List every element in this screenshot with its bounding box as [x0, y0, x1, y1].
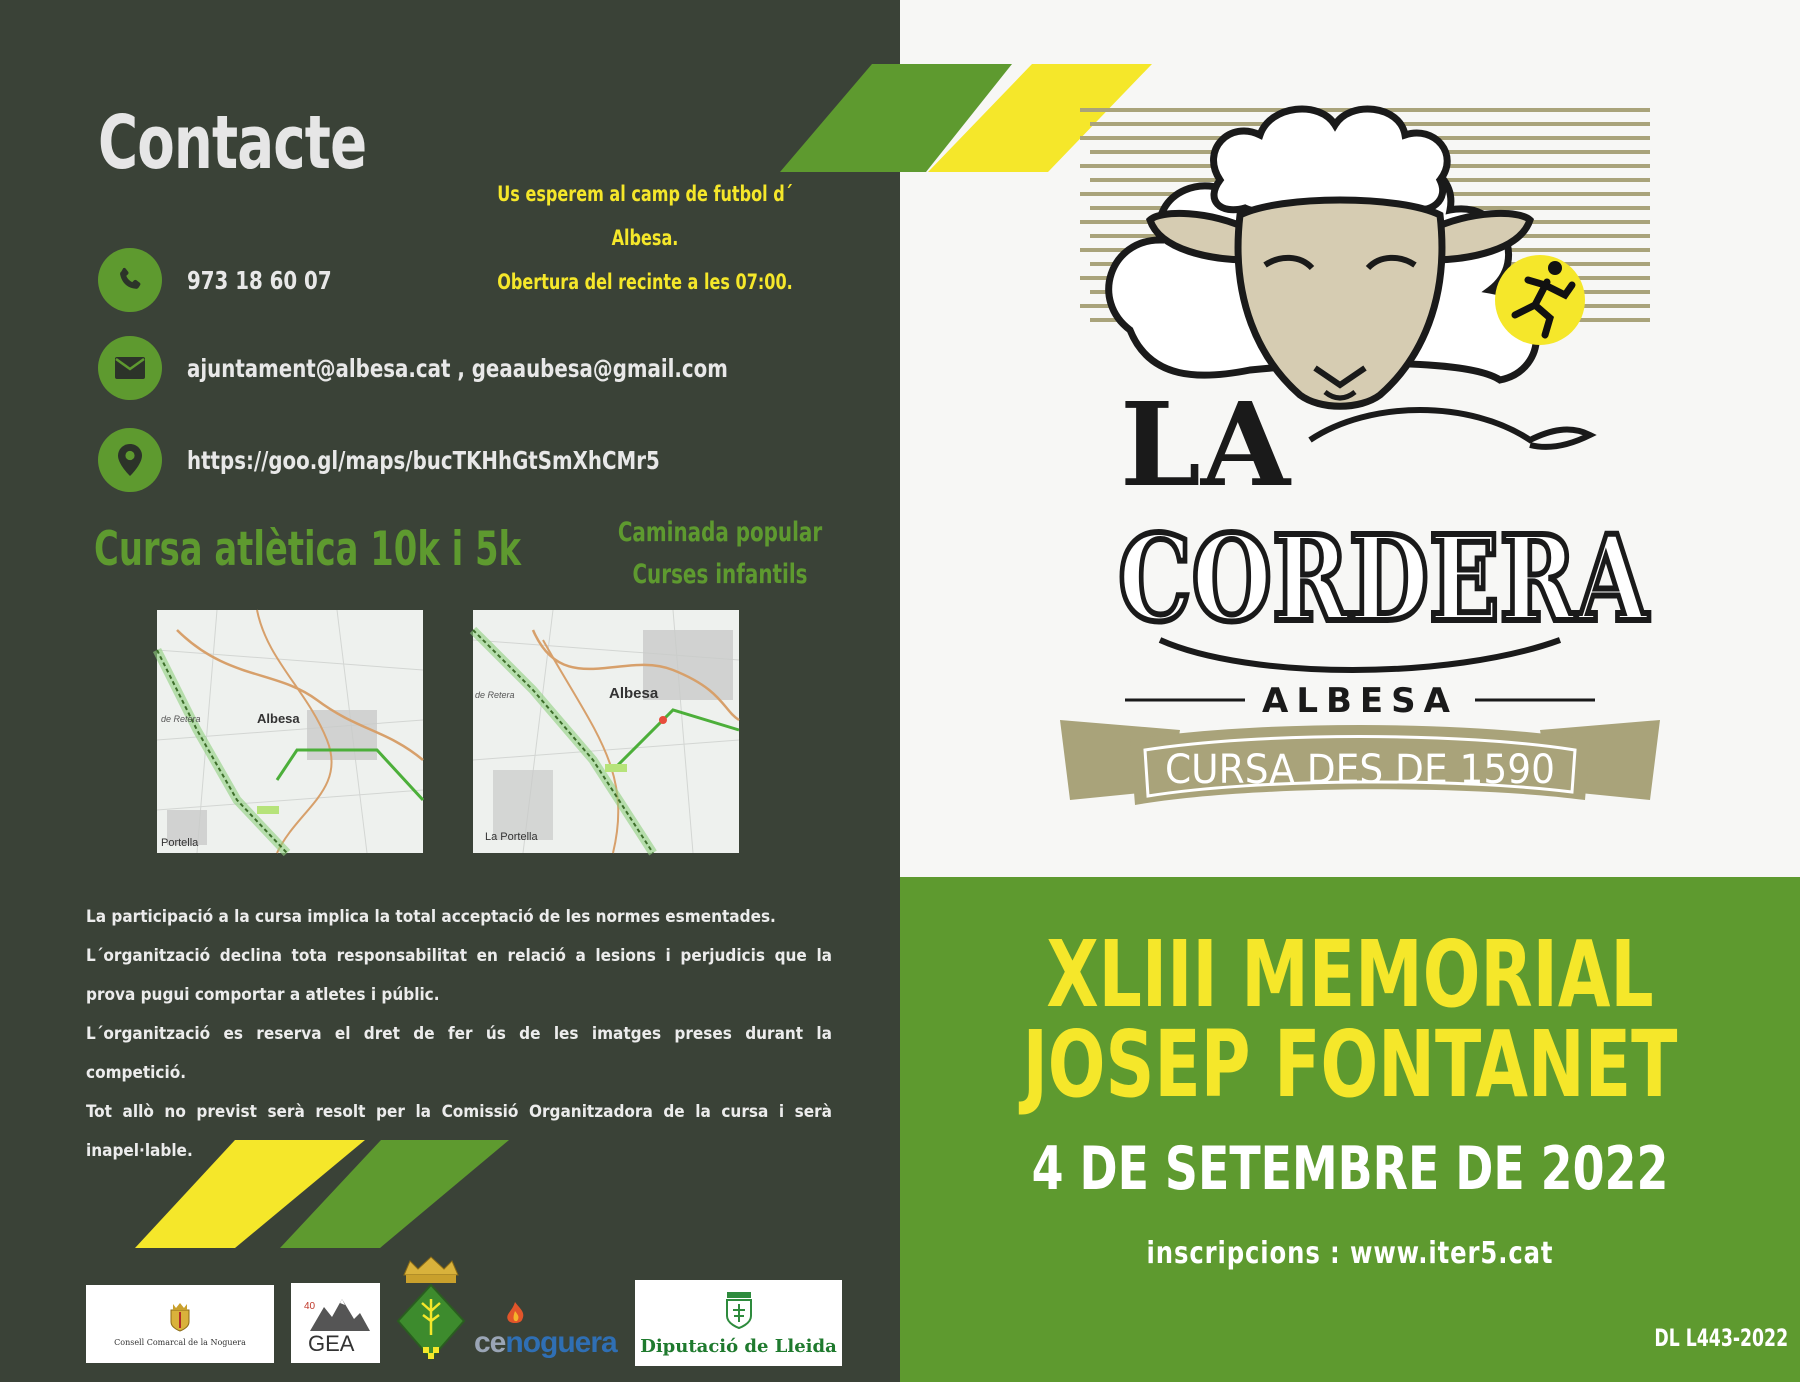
gea-label: GEA — [307, 1331, 354, 1356]
gea-logo — [291, 1283, 380, 1363]
map-town-label: Albesa — [257, 711, 300, 726]
location-pin-icon — [98, 428, 162, 492]
race-extras — [589, 512, 851, 596]
welcome-text — [462, 172, 828, 304]
rule-paragraph: La participació a la cursa implica la total acceptació de les normes esmentades. — [86, 907, 776, 927]
contact-title: Contacte — [98, 100, 367, 186]
logo-line-2: CORDERA — [1118, 509, 1650, 648]
map-town-label: Albesa — [609, 685, 659, 702]
consell-comarcal-logo — [86, 1285, 274, 1363]
rule-paragraph: Tot allò no previst serà resolt per la Comissió Organitzadora de la cursa i serà inapel·lable. — [86, 1102, 832, 1161]
flame-icon — [500, 1300, 530, 1326]
map-drawing — [157, 610, 423, 853]
walk-label: Caminada popular — [617, 517, 823, 548]
envelope-icon — [98, 336, 162, 400]
la-cordera-logo — [1050, 100, 1670, 830]
gea-anniversary: 40 — [303, 1301, 315, 1312]
phone-row — [98, 248, 351, 312]
event-date: 4 DE SETEMBRE DE 2022 — [1031, 1134, 1669, 1204]
ce-noguera-wordmark — [474, 1326, 617, 1360]
coat-of-arms-icon — [169, 1302, 191, 1332]
email-row — [98, 336, 802, 400]
mountain-icon — [294, 1287, 378, 1359]
rules-text — [86, 898, 832, 1171]
albesa-coat-of-arms — [396, 1255, 466, 1367]
map-road-label: de Retera — [161, 714, 201, 724]
logo-town: ALBESA — [1262, 681, 1458, 721]
diputacio-logo — [635, 1280, 842, 1366]
kids-races-label: Curses infantils — [632, 559, 808, 590]
memorial-line-2: JOSEP FONTANET — [1022, 1011, 1678, 1118]
legal-deposit: DL L443-2022 — [1654, 1324, 1788, 1352]
phone-number: 973 18 60 07 — [187, 265, 332, 295]
memorial-line-1: XLIII MEMORIAL — [1046, 921, 1654, 1028]
ce-suffix: noguera — [505, 1326, 617, 1359]
map-link[interactable]: https://goo.gl/maps/bucTKHhGtSmXhCMr5 — [187, 445, 660, 475]
rule-paragraph: L´organització declina tota responsabilitat en relació a lesions i perjudicis que la prova pugui comportar a atletes i públic. — [86, 946, 832, 1005]
welcome-line-1: Us esperem al camp de futbol d´ Albesa. — [497, 182, 793, 250]
welcome-line-2: Obertura del recinte a les 07:00. — [497, 270, 793, 294]
race-title: Cursa atlètica 10k i 5k — [94, 522, 521, 577]
bottom-stripes — [135, 1138, 515, 1250]
diputacio-shield-icon — [724, 1290, 754, 1330]
diputacio-label: Diputació de Lleida — [640, 1335, 837, 1357]
rule-paragraph: L´organització es reserva el dret de fer ús de les imatges preses durant la competició. — [86, 1024, 832, 1083]
map-place-label: Portella — [161, 837, 199, 849]
memorial-title — [981, 921, 1719, 1118]
logo-tagline: CURSA DES DE 1590 — [1165, 747, 1555, 793]
map-place-label: La Portella — [485, 831, 538, 843]
route-map-10k — [157, 610, 423, 853]
map-road-label: de Retera — [475, 690, 515, 700]
logo-line-1: LA — [1120, 378, 1291, 513]
phone-icon — [98, 248, 162, 312]
route-map-5k — [473, 610, 739, 853]
map-drawing — [473, 610, 739, 853]
email-link[interactable]: ajuntament@albesa.cat , geaaubesa@gmail.com — [187, 353, 728, 383]
inscriptions-link[interactable]: inscripcions : www.iter5.cat — [1146, 1236, 1554, 1271]
ce-prefix: ce — [474, 1326, 506, 1359]
map-link-row — [98, 428, 724, 492]
consell-label: Consell Comarcal de la Noguera — [114, 1337, 246, 1347]
ce-noguera-logo — [474, 1300, 619, 1360]
